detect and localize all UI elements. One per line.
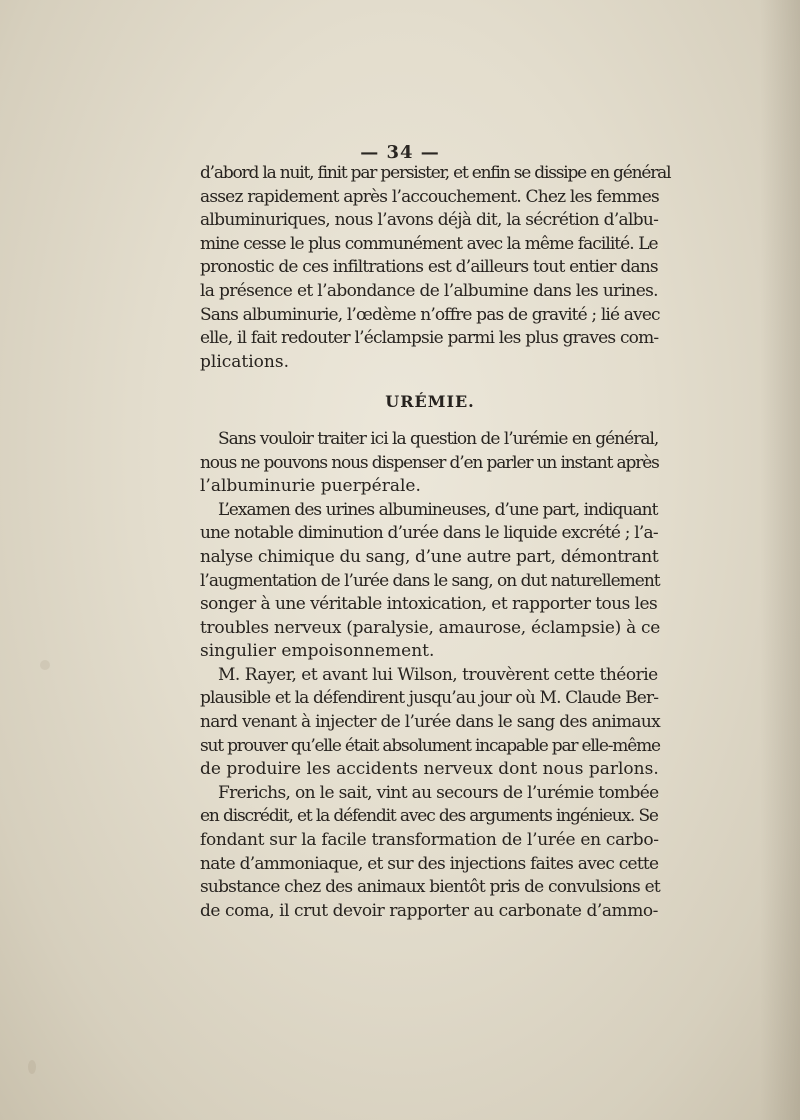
text-line: l’albuminurie puerpérale. <box>200 476 421 497</box>
text-line: de coma, il crut devoir rapporter au carbonate d’ammo- <box>200 900 658 921</box>
text-line: Sans albuminurie, l’œdème n’offre pas de gravité ; lié avec <box>200 304 660 325</box>
text-line: singulier empoisonnement. <box>200 641 435 662</box>
text-line: plausible et la défendirent jusqu’au jour où M. Claude Ber- <box>200 688 659 709</box>
paragraph <box>200 162 671 374</box>
paper-stain <box>28 1060 36 1074</box>
text-line: albuminuriques, nous l’avons déjà dit, la sécrétion d’albu- <box>200 210 659 231</box>
text-line: une notable diminution d’urée dans le liquide excrété ; l’a- <box>200 523 658 544</box>
text-line: fondant sur la facile transformation de l’urée en carbo- <box>200 830 659 851</box>
body-text <box>200 162 671 923</box>
paragraph <box>200 782 660 924</box>
text-line: pronostic de ces infiltrations est d’ailleurs tout entier dans <box>200 257 658 278</box>
paragraph <box>200 499 660 664</box>
text-line: elle, il fait redouter l’éclampsie parmi les plus graves com- <box>200 328 659 349</box>
text-line: Sans vouloir traiter ici la question de l’urémie en général, <box>218 428 659 449</box>
text-line: de produire les accidents nerveux dont nous parlons. <box>200 759 659 780</box>
text-line: sut prouver qu’elle était absolument incapable par elle-même <box>200 735 660 756</box>
text-line: nard venant à injecter de l’urée dans le sang des animaux <box>200 712 660 733</box>
page-number: — 34 — <box>360 142 440 163</box>
paper-stain <box>40 660 50 670</box>
page-edge-shadow <box>760 0 800 1120</box>
section-heading: URÉMIE. <box>385 392 475 412</box>
text-line: nous ne pouvons nous dispenser d’en parler un instant après <box>200 452 659 473</box>
paragraph <box>200 428 660 499</box>
text-line: d’abord la nuit, finit par persister, et enfin se dissipe en général <box>200 163 671 183</box>
text-line: l’augmentation de l’urée dans le sang, on dut naturellement <box>200 570 660 591</box>
text-line: plications. <box>200 351 289 372</box>
text-line: songer à une véritable intoxication, et rapporter tous les <box>200 594 658 615</box>
text-line: troubles nerveux (paralysie, amaurose, éclampsie) à ce <box>200 617 660 638</box>
text-line: nalyse chimique du sang, d’une autre part, démontrant <box>200 546 659 567</box>
text-line: assez rapidement après l’accouchement. Chez les femmes <box>200 186 659 207</box>
text-line: nate d’ammoniaque, et sur des injections faites avec cette <box>200 853 659 874</box>
text-line: M. Rayer, et avant lui Wilson, trouvèrent cette théorie <box>218 664 658 685</box>
text-line: Frerichs, on le sait, vint au secours de l’urémie tombée <box>218 782 659 803</box>
paragraph <box>200 664 660 782</box>
text-line: en discrédit, et la défendit avec des arguments ingénieux. Se <box>200 806 658 827</box>
text-line: mine cesse le plus communément avec la même facilité. Le <box>200 233 658 254</box>
text-line: la présence et l’abondance de l’albumine dans les urines. <box>200 280 658 301</box>
text-line: L’examen des urines albumineuses, d’une part, indiquant <box>218 499 658 520</box>
text-line: substance chez des animaux bientôt pris de convulsions et <box>200 877 660 898</box>
